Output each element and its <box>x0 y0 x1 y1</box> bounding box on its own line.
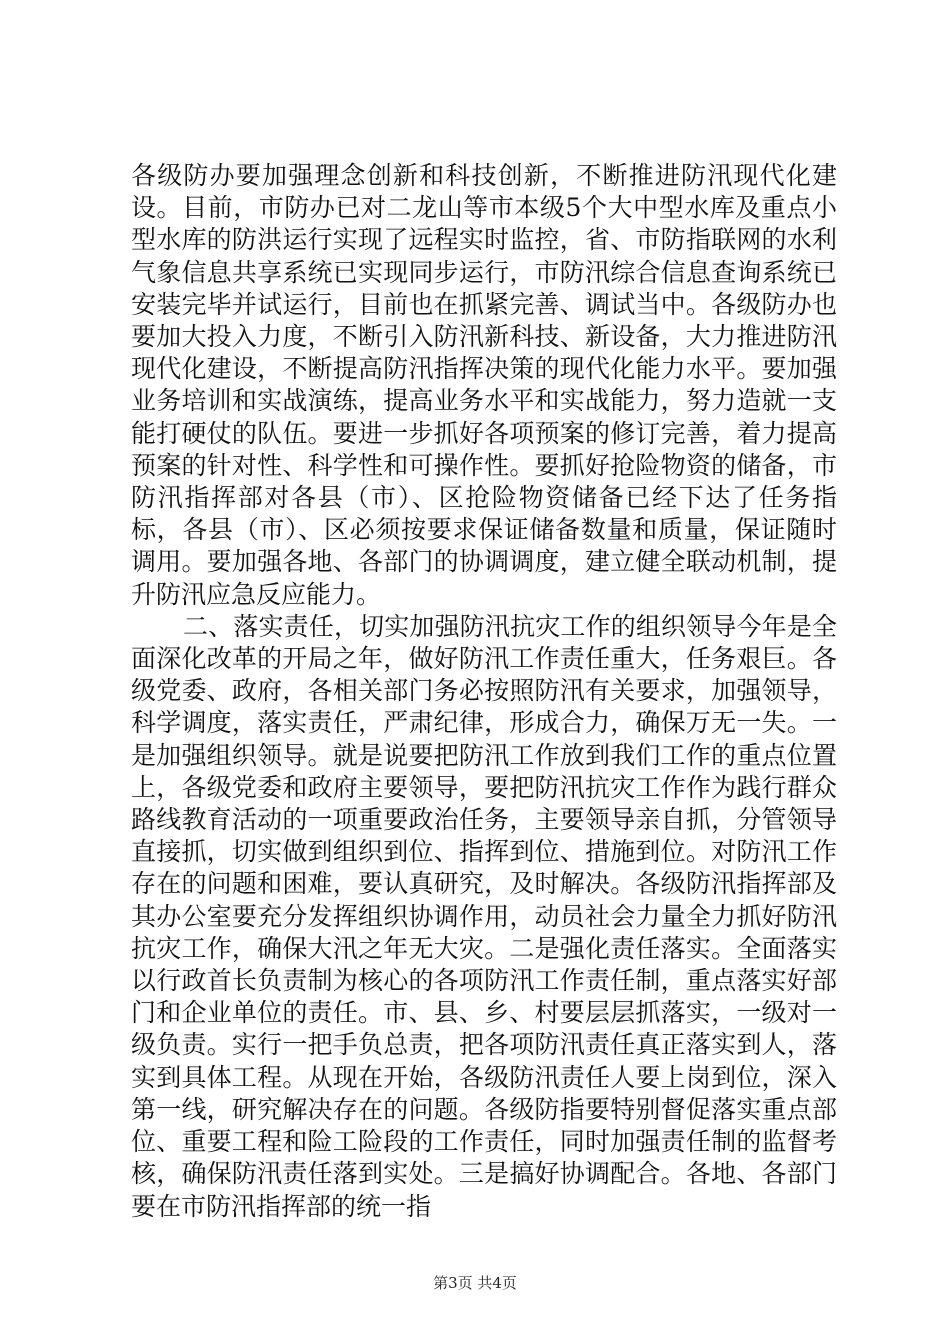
body-paragraph-2: 二、落实责任，切实加强防汛抗灾工作的组织领导今年是全面深化改革的开局之年，做好防汛工作责任重大，任务艰巨。各级党委、政府，各相关部门务必按照防汛有关要求，加强领导，科学调度，落实责任，严肃纪律，形成合力，确保万无一失。一是加强组织领导。就是说要把防汛工作放到我们工作的重点位置上，各级党委和政府主要领导，要把防汛抗灾工作作为践行群众路线教育活动的一项重要政治任务，主要领导亲自抓，分管领导直接抓，切实做到组织到位、指挥到位、措施到位。对防汛工作存在的问题和困难，要认真研究，及时解决。各级防汛指挥部及其办公室要充分发挥组织协调作用，动员社会力量全力抓好防汛抗灾工作，确保大汛之年无大灾。二是强化责任落实。全面落实以行政首长负责制为核心的各项防汛工作责任制，重点落实好部门和企业单位的责任。市、县、乡、村要层层抓落实，一级对一级负责。实行一把手负总责，把各项防汛责任真正落实到人，落实到具体工程。从现在开始，各级防汛责任人要上岗到位，深入第一线，研究解决存在的问题。各级防指要特别督促落实重点部位、重要工程和险工险段的工作责任，同时加强责任制的监督考核，确保防汛责任落到实处。三是搞好协调配合。各地、各部门要在市防汛指挥部的统一指 <box>131 611 837 1221</box>
page-footer: 第3页 共4页 <box>433 1274 517 1292</box>
body-paragraph-1: 各级防办要加强理念创新和科技创新，不断推进防汛现代化建设。目前，市防办已对二龙山等市本级5个大中型水库及重点小型水库的防洪运行实现了远程实时监控，省、市防指联网的水利气象信息共享系统已实现同步运行，市防汛综合信息查询系统已安装完毕并试运行，目前也在抓紧完善、调试当中。各级防办也要加大投入力度，不断引入防汛新科技、新设备，大力推进防汛现代化建设，不断提高防汛指挥决策的现代化能力水平。要加强业务培训和实战演练，提高业务水平和实战能力，努力造就一支能打硬仗的队伍。要进一步抓好各项预案的修订完善，着力提高预案的针对性、科学性和可操作性。要抓好抢险物资的储备，市防汛指挥部对各县（市）、区抢险物资储备已经下达了任务指标，各县（市）、区必须按要求保证储备数量和质量，保证随时调用。要加强各地、各部门的协调调度，建立健全联动机制，提升防汛应急反应能力。 <box>131 161 837 609</box>
document-body <box>131 160 837 1223</box>
